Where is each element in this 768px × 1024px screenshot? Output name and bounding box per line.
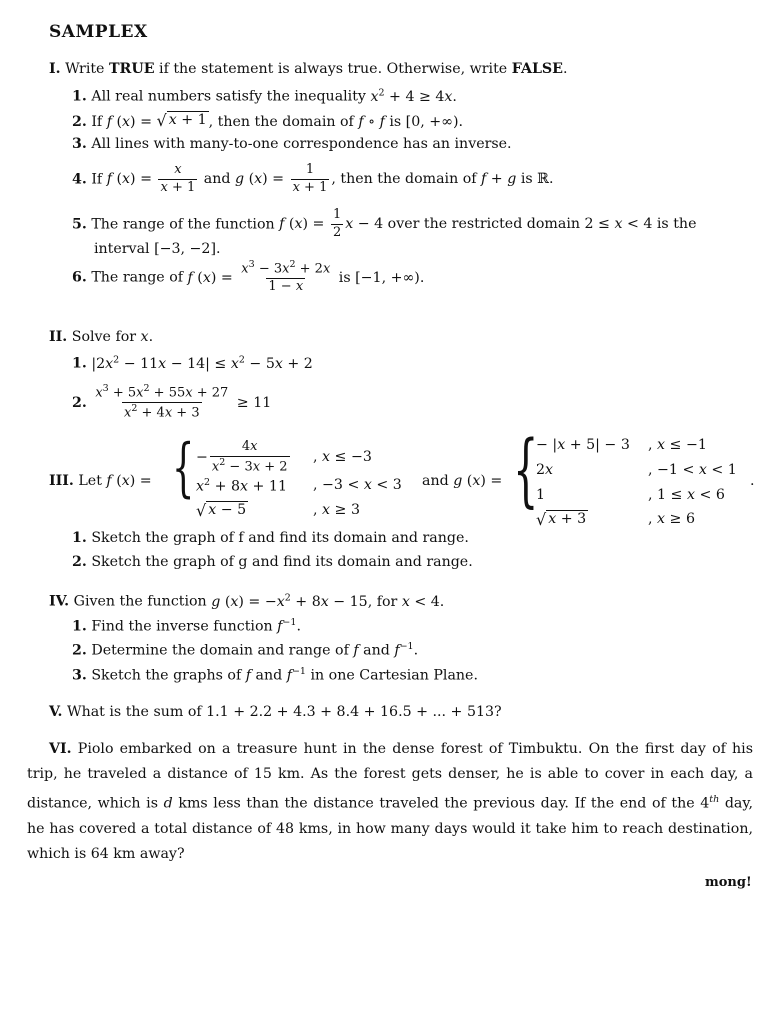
period-mark: . (750, 473, 755, 489)
g-cond-4: , x ≥ 6 (648, 511, 695, 527)
section-I-item-2: 2. If f (x) = √ x + 1 , then the domain of f ∘ f is [0, +∞). (72, 111, 463, 131)
section-II-item-2: 2. $\frac{x^3 + 5x^2 + 55x + 27}{x^2 + 4x + 3}$ ≥ 11 (72, 383, 272, 421)
g-label: and g (x) = (422, 473, 503, 489)
section-I-item-6: 6. The range of f (x) = $\frac{x^3 - 3x^2 + 2x}{1 - x}$ is [−1, +∞). (72, 259, 425, 295)
math-expression: f (x) = $\frac{x^3 - 3x^2 + 2x}{1 - x}$ is [−1, +∞). (187, 259, 425, 295)
math-expression: $|2x^2 - 11x - 14| \le x^2 - 5x + 2$ (91, 354, 313, 372)
g-piece-3: 1 (536, 487, 546, 503)
math-expression: $x^2 + 4 \ge 4x$. (370, 87, 457, 105)
section-III-item-2: 2. Sketch the graph of g and find its domain and range. (72, 554, 473, 570)
f-piece-3: √ x − 5 (196, 501, 247, 521)
math-expression: f (x) = √ x + 1 , then the domain of f ∘ f is [0, +∞). (106, 111, 463, 131)
footer-signature: mong! (705, 875, 752, 890)
section-IV-item-2: 2. Determine the domain and range of f and $f^{-1}$. (72, 641, 419, 659)
section-VI-paragraph: VI. Piolo embarked on a treasure hunt in the dense forest of Timbuktu. On the first day of his trip, he traveled a distance of 15 km. As the forest gets denser, he is able to cover in each day, a distance, which is d kms less than the distance traveled the previous day. If the end of the 4th day, he has covered a total distance of 48 kms, in how many days would it take him to reach destination, which is 64 km away? (27, 741, 754, 862)
g-cond-1: , x ≤ −1 (648, 437, 707, 453)
f-cond-2: , −3 < x < 3 (313, 477, 402, 493)
f-cond-3: , x ≥ 3 (313, 502, 360, 518)
page-title: SAMPLEX (49, 22, 148, 42)
section-III-label: III. Let f (x) = (49, 473, 152, 489)
section-I-item-5-cont: interval [−3, −2]. (94, 241, 221, 257)
section-IV-item-3: 3. Sketch the graphs of f and $f^{-1}$ in one Cartesian Plane. (72, 666, 478, 684)
math-expression: f (x) = $\frac{1}{2}$ x − 4 over the restricted domain 2 ≤ x < 4 is the (279, 207, 697, 240)
section-III-item-1: 1. Sketch the graph of f and find its domain and range. (72, 530, 469, 546)
left-brace: { (172, 431, 195, 505)
g-piece-4: √ x + 3 (536, 510, 587, 530)
section-I-item-5: 5. The range of the function f (x) = $\frac{1}{2}$ x − 4 over the restricted domain 2 ≤ x < 4 is the (72, 207, 697, 240)
g-piece-1: − |x + 5| − 3 (536, 437, 630, 453)
section-II-instruction: II. Solve for x. (49, 329, 154, 345)
section-I-instruction: I. Write TRUE if the statement is always true. Otherwise, write FALSE. (49, 61, 568, 77)
section-II-item-1: 1. $|2x^2 - 11x - 14| \le x^2 - 5x + 2$ (72, 354, 313, 372)
section-V: V. What is the sum of 1.1 + 2.2 + 4.3 + 8.4 + 16.5 + ... + 513? (49, 704, 502, 720)
section-IV-instruction: IV. Given the function g $(x) = -x^2 + 8x - 15$, for x < 4. (49, 592, 445, 610)
g-cond-3: , 1 ≤ x < 6 (648, 487, 725, 503)
g-cond-2: , −1 < x < 1 (648, 462, 737, 478)
section-I-item-1: 1. All real numbers satisfy the inequality $x^2 + 4 \ge 4x$. (72, 87, 457, 105)
section-IV-item-1: 1. Find the inverse function $f^{-1}$. (72, 617, 301, 635)
math-expression: $\frac{x^3 + 5x^2 + 55x + 27}{x^2 + 4x + 3}$ ≥ 11 (95, 383, 272, 421)
section-I-item-3: 3. All lines with many-to-one correspondence has an inverse. (72, 136, 512, 152)
g-piece-2: 2x (536, 462, 554, 478)
f-cond-1: , x ≤ −3 (313, 449, 372, 465)
math-expression: f (x) = $\frac{x}{x + 1}$ and g (x) = $\frac{1}{x + 1}$ , then the domain of f + g is ℝ. (106, 162, 554, 195)
f-piece-1: − $\frac{4x}{x^2 - 3x + 2}$ (196, 439, 288, 475)
section-I-item-4: 4. If f (x) = $\frac{x}{x + 1}$ and g (x) = $\frac{1}{x + 1}$ , then the domain of f + g is ℝ. (72, 162, 554, 195)
math-expression: g $(x) = -x^2 + 8x - 15$, for x < 4. (211, 592, 445, 610)
f-piece-2: $x^2 + 8x + 11$ (196, 477, 287, 495)
right-brace: { (513, 423, 539, 516)
